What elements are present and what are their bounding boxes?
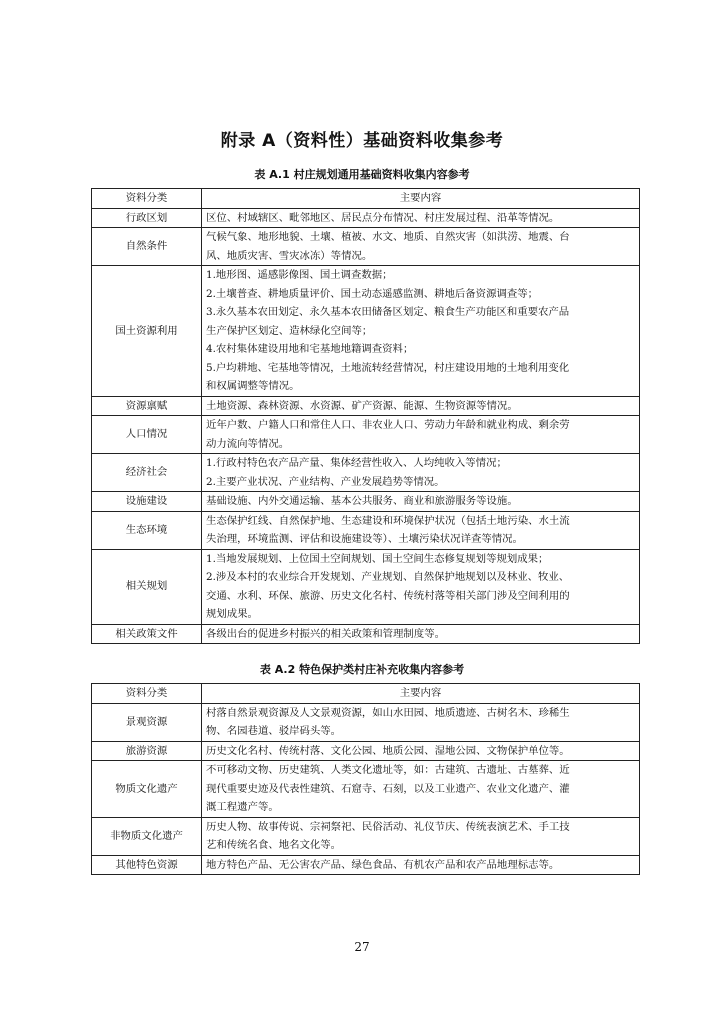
row-category: 相关政策文件 bbox=[92, 624, 202, 644]
content-line: 不可移动文物、历史建筑、人类文化遗址等，如：古建筑、古遗址、古墓葬、近 bbox=[206, 764, 570, 776]
header-category: 资料分类 bbox=[92, 189, 202, 209]
table1-caption: 表 A.1 村庄规划通用基础资料收集内容参考 bbox=[254, 168, 470, 181]
content-line: 历史人物、故事传说、宗祠祭祀、民俗活动、礼仪节庆、传统表演艺术、手工技 bbox=[206, 820, 570, 833]
table-row bbox=[92, 855, 640, 875]
content-line: 5.户均耕地、宅基地等情况，土地流转经营情况，村庄建设用地的土地利用变化 bbox=[206, 361, 570, 374]
table2 bbox=[91, 683, 640, 875]
row-category: 其他特色资源 bbox=[92, 855, 202, 875]
content-line: 风、地质灾害、雪灾冰冻）等情况。 bbox=[206, 249, 373, 262]
row-content bbox=[202, 416, 640, 454]
content-line: 近年户数、户籍人口和常住人口、非农业人口、劳动力年龄和就业构成、剩余劳 bbox=[206, 419, 570, 431]
row-content bbox=[202, 454, 640, 492]
table-row bbox=[92, 511, 640, 549]
row-content bbox=[202, 624, 640, 644]
header-content: 主要内容 bbox=[202, 189, 640, 209]
table-row bbox=[92, 208, 640, 228]
table-header-row bbox=[92, 189, 640, 209]
row-content bbox=[202, 549, 640, 624]
table-row bbox=[92, 396, 640, 416]
row-content bbox=[202, 855, 640, 875]
content-line: 交通、水利、环保、旅游、历史文化名村、传统村落等相关部门涉及空间利用的 bbox=[206, 589, 570, 602]
row-category: 自然条件 bbox=[92, 228, 202, 266]
content-line: 1.行政村特色农产品产量、集体经营性收入、人均纯收入等情况； bbox=[206, 457, 507, 469]
row-content bbox=[202, 228, 640, 266]
row-content bbox=[202, 703, 640, 741]
row-content bbox=[202, 761, 640, 818]
table2-caption: 表 A.2 特色保护类村庄补充收集内容参考 bbox=[259, 663, 465, 676]
content-line: 4.农村集体建设用地和宅基地地籍调查资料； bbox=[206, 343, 414, 355]
row-content bbox=[202, 741, 640, 761]
row-category: 旅游资源 bbox=[92, 741, 202, 761]
content-line: 2.主要产业状况、产业结构、产业发展趋势等情况。 bbox=[206, 475, 445, 488]
content-line: 现代重要史迹及代表性建筑、石窟寺、石刻，以及工业遗产、农业文化遗产、灌 bbox=[206, 782, 570, 795]
content-line: 基础设施、内外交通运输、基本公共服务、商业和旅游服务等设施。 bbox=[206, 495, 518, 507]
content-line: 物、名园巷道、驳岸码头等。 bbox=[206, 725, 342, 737]
row-category: 行政区划 bbox=[92, 208, 202, 228]
row-category: 非物质文化遗产 bbox=[92, 817, 202, 855]
content-line: 失治理，环境监测、评估和设施建设等）、土壤污染状况详查等情况。 bbox=[206, 533, 523, 545]
row-category: 相关规划 bbox=[92, 549, 202, 624]
row-category: 设施建设 bbox=[92, 492, 202, 512]
content-line: 历史文化名村、传统村落、文化公园、地质公园、湿地公园、文物保护单位等。 bbox=[206, 744, 570, 757]
content-line: 1.地形图、遥感影像图、国土调查数据； bbox=[206, 269, 393, 281]
table1 bbox=[91, 188, 640, 644]
content-line: 艺和传统名食、地名文化等。 bbox=[206, 839, 342, 851]
table-row bbox=[92, 416, 640, 454]
content-line: 1.当地发展规划、上位国土空间规划、国土空间生态修复规划等规划成果； bbox=[206, 552, 549, 565]
table-row bbox=[92, 817, 640, 855]
row-content bbox=[202, 266, 640, 397]
content-line: 溉工程遗产等。 bbox=[206, 801, 279, 813]
page-title: 附录 A（资料性）基础资料收集参考 bbox=[220, 131, 504, 151]
content-line: 2.涉及本村的农业综合开发规划、产业规划、自然保护地规划以及林业、牧业、 bbox=[206, 571, 570, 583]
table-row bbox=[92, 454, 640, 492]
row-content bbox=[202, 492, 640, 512]
row-content bbox=[202, 817, 640, 855]
header-content: 主要内容 bbox=[202, 684, 640, 704]
content-line: 区位、村域辖区、毗邻地区、居民点分布情况、村庄发展过程、沿革等情况。 bbox=[206, 211, 560, 224]
table-row bbox=[92, 549, 640, 624]
content-line: 生态保护红线、自然保护地、生态建设和环境保护状况（包括土地污染、水土流 bbox=[206, 514, 570, 527]
row-category: 景观资源 bbox=[92, 703, 202, 741]
page-number: 27 bbox=[354, 940, 370, 954]
content-line: 规划成果。 bbox=[206, 608, 258, 620]
content-line: 2.土壤普查、耕地质量评价、国土动态遥感监测、耕地后备资源调查等； bbox=[206, 287, 539, 300]
table-row bbox=[92, 624, 640, 644]
row-category: 人口情况 bbox=[92, 416, 202, 454]
table-row bbox=[92, 228, 640, 266]
content-line: 3.永久基本农田划定、永久基本农田储备区划定、粮食生产功能区和重要农产品 bbox=[206, 306, 570, 318]
row-category: 经济社会 bbox=[92, 454, 202, 492]
table-row bbox=[92, 266, 640, 397]
row-content bbox=[202, 208, 640, 228]
row-content bbox=[202, 396, 640, 416]
row-category: 物质文化遗产 bbox=[92, 761, 202, 818]
content-line: 动力流向等情况。 bbox=[206, 437, 290, 450]
table-row bbox=[92, 703, 640, 741]
header-category: 资料分类 bbox=[92, 684, 202, 704]
table-row bbox=[92, 492, 640, 512]
table-row bbox=[92, 761, 640, 818]
content-line: 村落自然景观资源及人文景观资源，如山水田园、地质遗迹、古树名木、珍稀生 bbox=[206, 706, 570, 719]
content-line: 各级出台的促进乡村振兴的相关政策和管理制度等。 bbox=[206, 627, 445, 640]
row-category: 资源禀赋 bbox=[92, 396, 202, 416]
row-category: 国土资源利用 bbox=[92, 266, 202, 397]
content-line: 土地资源、森林资源、水资源、矿产资源、能源、生物资源等情况。 bbox=[206, 399, 518, 412]
content-line: 地方特色产品、无公害农产品、绿色食品、有机农产品和农产品地理标志等。 bbox=[206, 858, 560, 871]
row-content bbox=[202, 511, 640, 549]
table-row bbox=[92, 741, 640, 761]
content-line: 生产保护区划定、造林绿化空间等； bbox=[206, 324, 373, 337]
content-line: 和权属调整等情况。 bbox=[206, 380, 300, 392]
row-category: 生态环境 bbox=[92, 511, 202, 549]
content-line: 气候气象、地形地貌、土壤、植被、水文、地质、自然灾害（如洪涝、地震、台 bbox=[206, 231, 570, 243]
table-header-row bbox=[92, 684, 640, 704]
